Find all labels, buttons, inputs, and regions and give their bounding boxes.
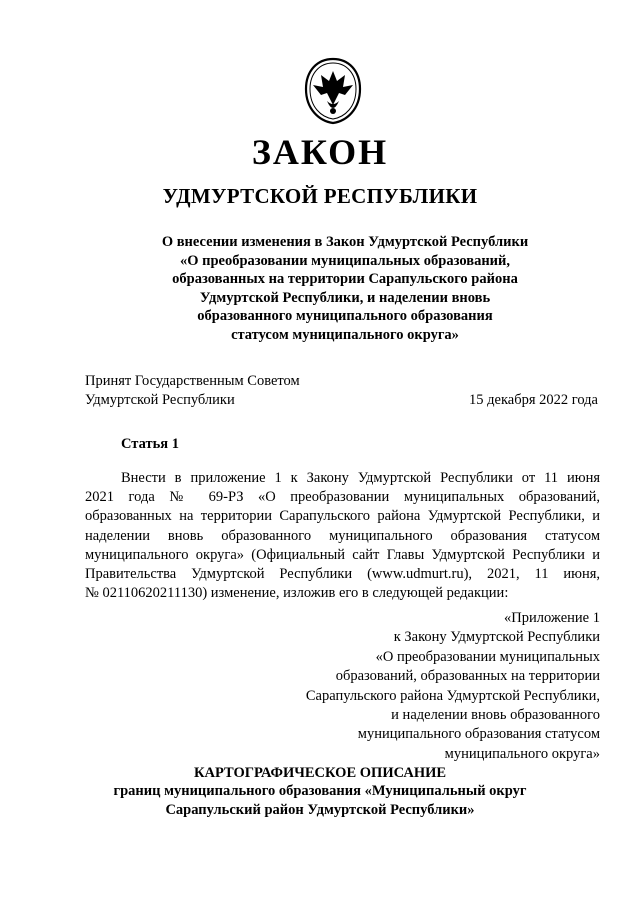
annex-line: муниципального образования статусом bbox=[357, 726, 600, 743]
article-line: наделении вновь образованного муниципального образования статусом bbox=[85, 527, 600, 544]
document-subtitle: УДМУРТСКОЙ РЕСПУБЛИКИ bbox=[162, 184, 478, 208]
adopted-line: Удмуртской Республики bbox=[85, 392, 235, 408]
article-line: Правительства Удмуртской Республики (www.udmurt.ru), 2021, 11 июня, bbox=[85, 565, 600, 582]
description-line: границ муниципального образования «Муниципальный округ bbox=[113, 783, 527, 799]
heading-line: образованных на территории Сарапульского района bbox=[172, 271, 518, 288]
annex-header bbox=[306, 609, 600, 764]
article-text bbox=[85, 469, 600, 603]
adopted-by bbox=[85, 372, 300, 410]
article-line: образованных на территории Сарапульского района Удмуртской Республики, и bbox=[85, 508, 600, 525]
annex-line: «Приложение 1 bbox=[504, 610, 600, 626]
annex-line: Сарапульского района Удмуртской Республики, bbox=[305, 687, 600, 704]
description-line: Сарапульский район Удмуртской Республики» bbox=[165, 802, 475, 818]
adopted-line: Принят Государственным Советом bbox=[85, 373, 300, 389]
adopted-date: 15 декабря 2022 года bbox=[469, 392, 598, 408]
article-line: Внести в приложение 1 к Закону Удмуртской Республики от 11 июня bbox=[121, 470, 600, 486]
annex-line: и наделении вновь образованного bbox=[391, 707, 600, 724]
article-title: Статья 1 bbox=[121, 436, 179, 452]
heading-line: образованного муниципального образования bbox=[197, 308, 493, 325]
document-title: ЗАКОН bbox=[251, 132, 389, 172]
heading-line: О внесении изменения в Закон Удмуртской Республики bbox=[161, 234, 529, 250]
heading-line: Удмуртской Республики, и наделении вновь bbox=[199, 289, 491, 306]
annex-line: муниципального округа» bbox=[444, 745, 600, 762]
heading-line: статусом муниципального округа» bbox=[231, 326, 459, 343]
law-heading bbox=[100, 233, 590, 345]
heading-line: «О преобразовании муниципальных образований, bbox=[179, 252, 511, 269]
emblem-icon bbox=[303, 57, 363, 125]
annex-line: «О преобразовании муниципальных bbox=[375, 648, 600, 665]
article-line: № 02110620211130) изменение, изложив его в следующей редакции: bbox=[85, 585, 509, 602]
cartographic-description bbox=[0, 764, 640, 820]
article-line: 2021 года № 69-РЗ «О преобразовании муниципальных образований, bbox=[85, 489, 600, 506]
annex-line: образований, образованных на территории bbox=[335, 668, 600, 685]
annex-line: к Закону Удмуртской Республики bbox=[393, 629, 600, 646]
description-title: КАРТОГРАФИЧЕСКОЕ ОПИСАНИЕ bbox=[193, 765, 447, 781]
article-line: муниципального округа» (Официальный сайт Главы Удмуртской Республики и bbox=[85, 546, 600, 563]
